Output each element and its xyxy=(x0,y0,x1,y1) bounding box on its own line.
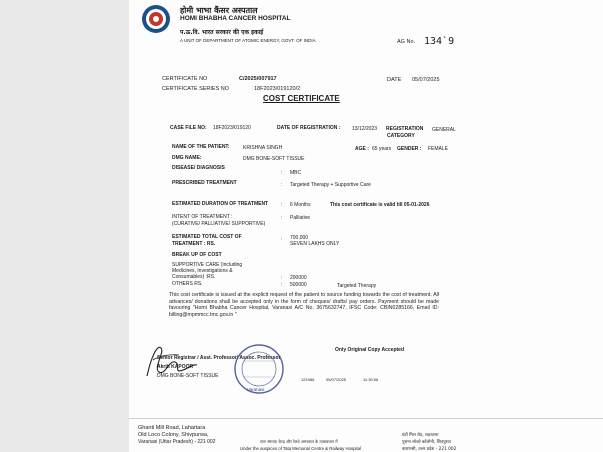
duration-label: ESTIMATED DURATION OF TREATMENT xyxy=(172,201,269,207)
series-label: CERTIFICATE SERIES NO xyxy=(162,86,230,92)
hospital-logo-icon xyxy=(141,4,171,34)
patient-gender: FEMALE xyxy=(428,146,449,152)
total-cost-label-2: TREATMENT : RS. xyxy=(172,241,216,247)
total-cost-label: ESTIMATED TOTAL COST OF xyxy=(172,234,242,240)
supportive-label-3: Consumables) :RS. xyxy=(172,274,216,280)
others-note: Targeted Therapy xyxy=(337,283,377,289)
footer-address-3: Varanasi (Uttar Pradesh) - 221 002 xyxy=(138,439,216,445)
footer-center: Under the auspices of Tata Memorial Centre & Railway Hospital xyxy=(240,446,362,451)
duration: 6 Months xyxy=(290,202,311,208)
reg-category: GENERAL xyxy=(432,127,456,133)
intent: Palliative xyxy=(290,215,311,221)
series-no: 18F2023/019120/2 xyxy=(254,86,301,92)
age-label: AGE : xyxy=(355,146,369,152)
ag-label: AG No. xyxy=(397,39,416,45)
treatment: Targeted Therapy + Supportive Care xyxy=(290,182,371,188)
footer-right-hindi-2: पुराना लोको कॉलोनी, शिवपुरवा xyxy=(402,440,451,445)
cert-date: 05/07/2025 xyxy=(412,77,440,83)
gender-label: GENDER : xyxy=(397,146,422,152)
disease-label: DISEASE/ DIAGNOSIS xyxy=(172,165,225,171)
breakup-label: BREAK UP OF COST xyxy=(172,252,222,258)
intent-label: INTENT OF TREATMENT : xyxy=(172,214,233,220)
reg-date: 13/12/2023 xyxy=(352,126,378,132)
treatment-label: PRESCRIBED TREATMENT xyxy=(172,180,237,186)
supportive-label: SUPPORTIVE CARE (including xyxy=(172,262,243,268)
total-cost: 700,000 xyxy=(290,235,309,241)
stamp-code: 121986 xyxy=(301,377,315,382)
stamp-time: 11:30:06 xyxy=(363,377,379,382)
colon: : xyxy=(281,215,283,221)
case-file-label: CASE FILE NO: xyxy=(170,125,207,131)
reg-category-label: REGISTRATION xyxy=(386,126,424,132)
colon: : xyxy=(281,170,283,176)
others-label: OTHERS RS. xyxy=(172,281,203,287)
hospital-name: HOMI BHABHA CANCER HOSPITAL xyxy=(180,15,291,22)
department-hindi: प.ऊ.वि. भारत सरकार की एक इकाई xyxy=(180,29,264,36)
disease: MBC xyxy=(290,170,302,176)
footer-address-2: Old Loco Colony, Shivpurwa, xyxy=(138,432,209,438)
dmg-label: DMG NAME: xyxy=(172,155,202,161)
certificate-page xyxy=(129,0,603,452)
colon: : xyxy=(281,282,283,288)
dmg-name: DMG BONE-SOFT TISSUE xyxy=(243,156,305,162)
colon: : xyxy=(281,236,283,242)
colon: : xyxy=(281,182,283,188)
signatory-dmg: DMG BONE-SOFT TISSUE xyxy=(157,373,219,379)
supportive-label-2: Medicines, Investigations & xyxy=(172,268,233,274)
intent-label-2: (CURATIVE/ PALLIATIVE/ SUPPORTIVE) xyxy=(172,221,266,227)
patient-label: NAME OF THE PATIENT: xyxy=(172,144,230,150)
validity-note: This cost certificate is valid till 05-01-2026 xyxy=(330,202,430,208)
cert-no: C/2025/007917 xyxy=(239,76,277,82)
patient-name: KRISHNA SINGH xyxy=(243,145,283,151)
hospital-name-hindi: होमी भाभा कैंसर अस्पताल xyxy=(180,6,258,15)
footer-center-hindi: टाटा स्मारक केन्द्र और रेलवे अस्पताल के तत्वावधान में xyxy=(260,439,338,444)
footer-address-1: Ghanti Mill Road, Lahartara xyxy=(138,425,206,431)
reg-date-label: DATE OF REGISTRATION : xyxy=(277,125,341,131)
certificate-title: COST CERTIFICATE xyxy=(263,94,340,103)
reg-category-label-2: CATEGORY xyxy=(387,133,415,139)
supportive-value: 200000 xyxy=(290,275,307,281)
footer-right-hindi-3: वाराणसी, उत्तर प्रदेश - 221 002 xyxy=(402,447,457,452)
others-value: 500000 xyxy=(290,282,307,288)
department-name: A UNIT OF DEPARTMENT OF ATOMIC ENERGY, GOVT. OF INDIA xyxy=(180,38,316,43)
colon: : xyxy=(281,275,283,281)
colon: : xyxy=(281,202,283,208)
total-cost-words: SEVEN LAKHS ONLY xyxy=(290,241,340,247)
cert-no-label: CERTIFICATE NO xyxy=(162,76,208,82)
date-label: DATE xyxy=(387,77,402,83)
ag-number: 134`9 xyxy=(424,36,455,47)
seal-text: Varanasi xyxy=(247,387,265,392)
stamp-date: 05/07/2025 xyxy=(326,377,347,382)
signatory-name: Akriti KAPOOR xyxy=(157,364,194,370)
original-copy-note: Only Original Copy Accepted xyxy=(335,347,404,353)
footer-divider xyxy=(129,418,603,419)
signatory-designation: Senior Registrar / Asst. Professor/ Assoc. Professor xyxy=(157,355,281,361)
case-file: 18F2023/019120 xyxy=(213,125,251,131)
patient-age: 65 years xyxy=(372,146,392,152)
footer-right-hindi-1: घंटी मिल रोड, लहरतारा xyxy=(402,433,439,438)
certificate-statement: This cost certificate is issued at the explicit request of the patient to source funding towards the cost of treatment. All advances/ donations shall be accepted only in the form of cheques/ drafts/ pay orders. Payment should be made favouring "Homi Bhabha Cancer Hospital, Varanasi A/C No. 3675632747, IFSC Code: CBIN0285166, Email ID: billing@mpmmcc.tmc.gov.in " xyxy=(169,292,439,318)
